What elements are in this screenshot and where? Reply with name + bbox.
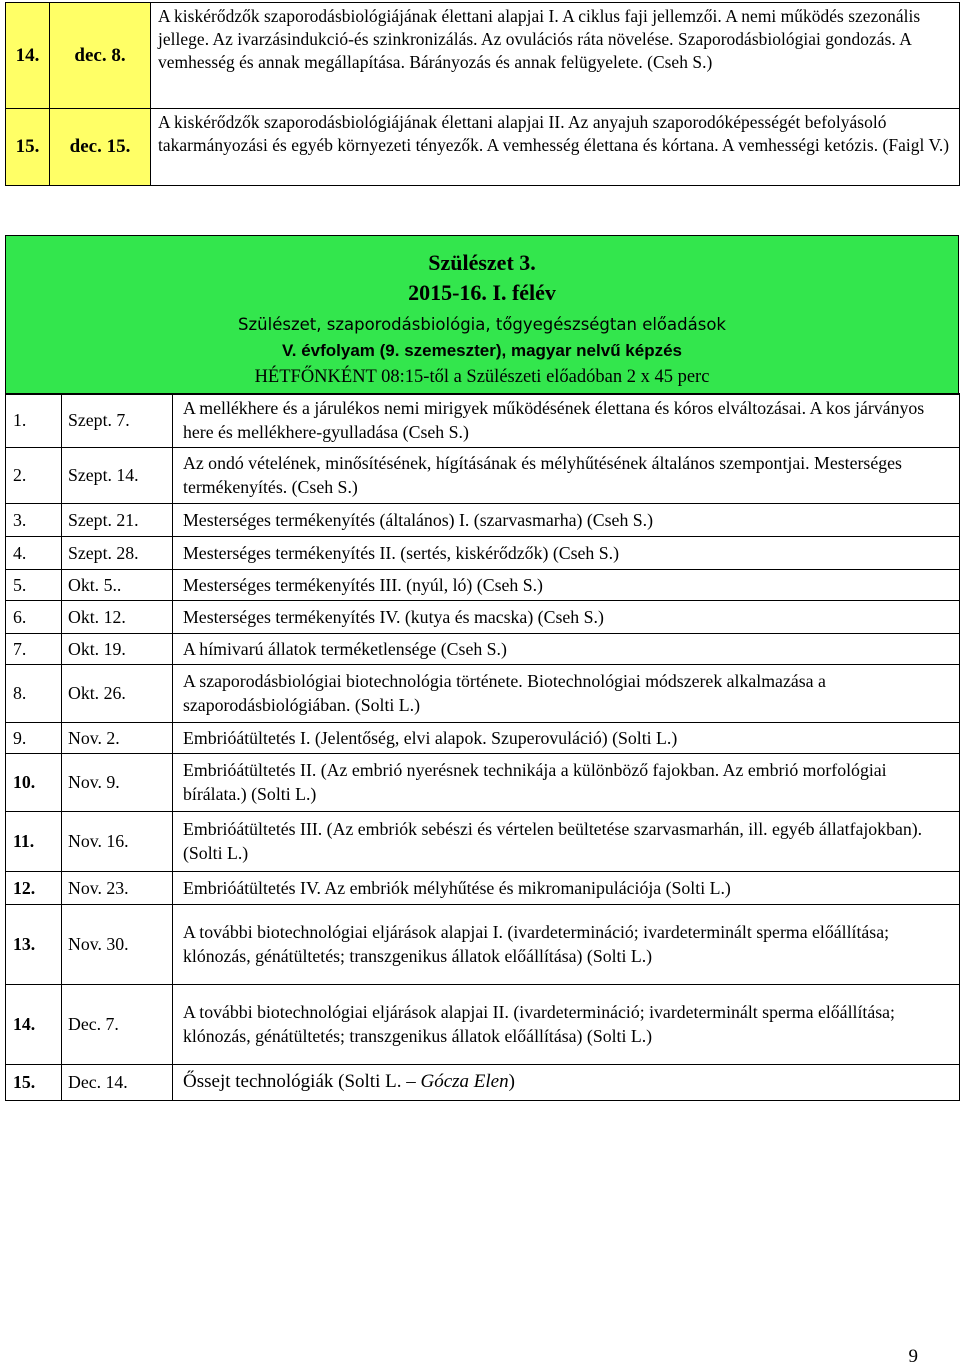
- lecture-number: 8.: [6, 665, 62, 723]
- table-row: [6, 754, 960, 812]
- table-row: [6, 3, 960, 109]
- lecture-date: Nov. 23.: [62, 872, 173, 905]
- table-row: [6, 448, 960, 504]
- table-row: [6, 872, 960, 905]
- lecture-topic: Embrióátültetés III. (Az embriók sebészi és vértelen beültetése szarvasmarhán, ill. egyéb állatfajokban). (Solti L.): [173, 812, 960, 872]
- table-row: [6, 634, 960, 665]
- lecture-topic: Embrióátültetés I. (Jelentőség, elvi alapok. Szuperovuláció) (Solti L.): [173, 723, 960, 754]
- lecture-number: 9.: [6, 723, 62, 754]
- lecture-topic: A kiskérődzők szaporodásbiológiájának élettani alapjai I. A ciklus faji jellemzői. A nemi működés szezonális jellege. Az ivarzásindukció-és szinkronizálás. Az ovulációs ráta növelése. Szaporodásbiológiai gondozás. A vemhesség és annak megállapítása. Bárányozás és annak felügyelete. (Cseh S.): [151, 3, 960, 109]
- lecture-number: 14.: [6, 3, 50, 109]
- table-row: [6, 1065, 960, 1101]
- lecture-number: 10.: [6, 754, 62, 812]
- lecture-topic: Embrióátültetés II. (Az embrió nyerésnek technikája a különböző fajokban. Az embrió morfológiai bírálata.) (Solti L.): [173, 754, 960, 812]
- lecture-date: dec. 15.: [50, 109, 151, 186]
- lecture-topic: A szaporodásbiológiai biotechnológia története. Biotechnológiai módszerek alkalmazása a szaporodásbiológiában. (Solti L.): [173, 665, 960, 723]
- topic-lecturer-italic: Gócza Elen: [420, 1071, 509, 1092]
- lecture-schedule-table: [5, 393, 960, 1101]
- lecture-date: Okt. 12.: [62, 601, 173, 634]
- table-row: [6, 812, 960, 872]
- lecture-topic: A kiskérődzők szaporodásbiológiájának élettani alapjai II. Az anyajuh szaporodóképességét befolyásoló takarmányozási és egyéb környezeti tényezők. A vemhesség élettana és kórtana. A vemhességi ketózis. (Faigl V.): [151, 109, 960, 186]
- lecture-topic: Mesterséges termékenyítés IV. (kutya és macska) (Cseh S.): [173, 601, 960, 634]
- lecture-topic: [173, 1065, 960, 1101]
- table-row: [6, 723, 960, 754]
- previous-schedule-table: [5, 2, 960, 186]
- lecture-topic: A hímivarú állatok terméketlensége (Cseh S.): [173, 634, 960, 665]
- lecture-number: 4.: [6, 537, 62, 570]
- lecture-date: Dec. 14.: [62, 1065, 173, 1101]
- page-number: 9: [908, 1346, 918, 1367]
- lecture-number: 1.: [6, 394, 62, 448]
- lecture-number: 15.: [6, 1065, 62, 1101]
- lecture-date: Okt. 5..: [62, 570, 173, 601]
- table-row: [6, 985, 960, 1065]
- lecture-number: 15.: [6, 109, 50, 186]
- lecture-number: 12.: [6, 872, 62, 905]
- lecture-number: 5.: [6, 570, 62, 601]
- topic-end-text: ): [508, 1071, 515, 1092]
- table-row: [6, 665, 960, 723]
- table-row: [6, 601, 960, 634]
- lecture-date: Okt. 19.: [62, 634, 173, 665]
- lecture-topic: A további biotechnológiai eljárások alapjai I. (ivardetermináció; ivardeterminált sperma előállítása; klónozás, génátültetés; transzgenikus állatok előállítása) (Solti L.): [173, 905, 960, 985]
- lecture-number: 13.: [6, 905, 62, 985]
- lecture-topic: Mesterséges termékenyítés II. (sertés, kiskérődzők) (Cseh S.): [173, 537, 960, 570]
- table-row: [6, 905, 960, 985]
- lecture-date: dec. 8.: [50, 3, 151, 109]
- lecture-date: Nov. 9.: [62, 754, 173, 812]
- course-subtitle: Szülészet, szaporodásbiológia, tőgyegészségtan előadások: [238, 315, 726, 334]
- lecture-date: Nov. 2.: [62, 723, 173, 754]
- lecture-date: Szept. 7.: [62, 394, 173, 448]
- lecture-number: 14.: [6, 985, 62, 1065]
- lecture-topic: Az ondó vételének, minősítésének, hígításának és mélyhűtésének általános szempontjai. Mesterséges termékenyítés. (Cseh S.): [173, 448, 960, 504]
- lecture-topic: Embrióátültetés IV. Az embriók mélyhűtése és mikromanipulációja (Solti L.): [173, 872, 960, 905]
- lecture-date: Okt. 26.: [62, 665, 173, 723]
- lecture-number: 11.: [6, 812, 62, 872]
- lecture-topic: A további biotechnológiai eljárások alapjai II. (ivardetermináció; ivardeterminált sperma előállítása; klónozás, génátültetés; transzgenikus állatok előállítása) (Solti L.): [173, 985, 960, 1065]
- lecture-number: 6.: [6, 601, 62, 634]
- lecture-date: Dec. 7.: [62, 985, 173, 1065]
- course-header: [5, 235, 959, 395]
- topic-main-text: Őssejt technológiák (Solti L. –: [183, 1071, 421, 1092]
- table-row: [6, 570, 960, 601]
- table-row: [6, 109, 960, 186]
- lecture-date: Szept. 28.: [62, 537, 173, 570]
- lecture-topic: A mellékhere és a járulékos nemi mirigyek működésének élettana és kóros elváltozásai. A kos járványos here és mellékhere-gyulladása (Cseh S.): [173, 394, 960, 448]
- lecture-date: Szept. 14.: [62, 448, 173, 504]
- lecture-date: Nov. 30.: [62, 905, 173, 985]
- lecture-date: Szept. 21.: [62, 504, 173, 537]
- lecture-number: 2.: [6, 448, 62, 504]
- schedule-line: HÉTFŐNKÉNT 08:15-től a Szülészeti előadóban 2 x 45 perc: [254, 367, 710, 387]
- year-line: V. évfolyam (9. szemeszter), magyar nelvű képzés: [281, 341, 682, 360]
- lecture-topic: Mesterséges termékenyítés III. (nyúl, ló) (Cseh S.): [173, 570, 960, 601]
- course-title: Szülészet 3.: [428, 250, 536, 275]
- lecture-topic: Mesterséges termékenyítés (általános) I. (szarvasmarha) (Cseh S.): [173, 504, 960, 537]
- lecture-date: Nov. 16.: [62, 812, 173, 872]
- table-row: [6, 394, 960, 448]
- table-row: [6, 537, 960, 570]
- semester-label: 2015-16. I. félév: [408, 280, 556, 305]
- table-row: [6, 504, 960, 537]
- lecture-number: 7.: [6, 634, 62, 665]
- lecture-number: 3.: [6, 504, 62, 537]
